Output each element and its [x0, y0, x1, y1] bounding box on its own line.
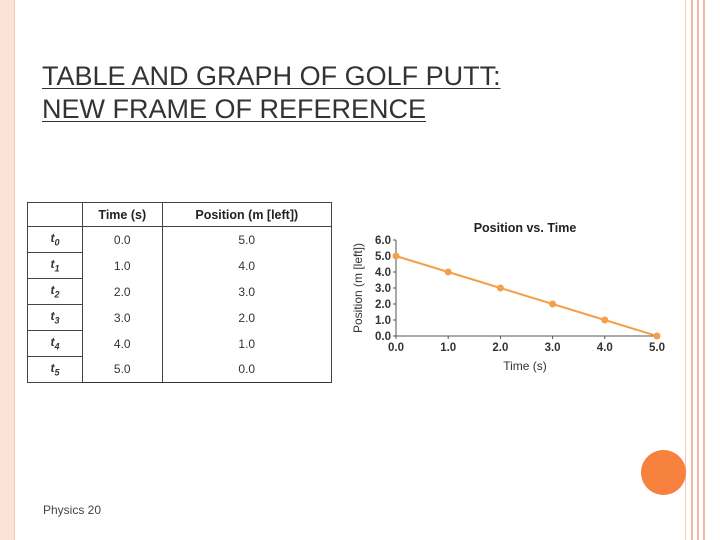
- y-tick-label: 5.0: [375, 251, 391, 263]
- time-cell: 4.0: [83, 331, 163, 357]
- data-point: [393, 253, 400, 260]
- position-time-chart: [340, 210, 680, 380]
- time-label-subscript: 5: [54, 367, 60, 378]
- y-tick-group: [375, 235, 396, 343]
- x-tick-label: 1.0: [440, 342, 457, 354]
- data-point: [654, 333, 661, 340]
- decorative-circle: [641, 450, 686, 495]
- right-decor-stripe: [691, 0, 693, 540]
- time-label-subscript: 4: [54, 341, 60, 352]
- footer-text: Physics 20: [43, 503, 102, 517]
- title-line-2: NEW FRAME OF REFERENCE: [42, 94, 427, 124]
- position-cell: 5.0: [162, 227, 331, 253]
- table-header-time: Time (s): [83, 203, 163, 227]
- time-label-subscript: 3: [54, 315, 60, 326]
- slide-title: [42, 60, 642, 126]
- x-tick-label: 5.0: [649, 342, 665, 354]
- y-axis-label: Position (m [left]): [351, 242, 365, 334]
- table-row: [28, 227, 332, 253]
- position-cell: 4.0: [162, 253, 331, 279]
- time-cell: 3.0: [83, 305, 163, 331]
- y-tick-label: 0.0: [375, 331, 391, 343]
- y-tick-label: 3.0: [375, 283, 391, 295]
- y-tick-label: 2.0: [375, 299, 391, 311]
- time-cell: 0.0: [83, 227, 163, 253]
- chart-title: Position vs. Time: [473, 221, 577, 235]
- time-label: $t_5$: [28, 357, 83, 383]
- series-line: [396, 256, 657, 336]
- right-decor-stripe: [697, 0, 699, 540]
- y-tick-label: 4.0: [375, 267, 391, 279]
- position-cell: 3.0: [162, 279, 331, 305]
- data-point: [601, 317, 608, 324]
- x-tick-group: [388, 336, 665, 354]
- data-point: [549, 301, 556, 308]
- time-label: $t_3$: [28, 305, 83, 331]
- time-label-subscript: 2: [54, 289, 60, 300]
- x-tick-label: 4.0: [596, 342, 613, 354]
- x-tick-label: 3.0: [544, 342, 561, 354]
- table-row: [28, 279, 332, 305]
- table-row: [28, 331, 332, 357]
- y-tick-label: 6.0: [375, 235, 391, 247]
- position-cell: 0.0: [162, 357, 331, 383]
- table-header-label: [28, 203, 83, 227]
- x-tick-label: 0.0: [388, 342, 404, 354]
- time-label: $t_1$: [28, 253, 83, 279]
- title-line-1: TABLE AND GRAPH OF GOLF PUTT:: [42, 61, 501, 91]
- time-cell: 5.0: [83, 357, 163, 383]
- time-label-subscript: 0: [54, 237, 60, 248]
- right-decor-stripe: [703, 0, 705, 540]
- table-header-row: [28, 203, 332, 227]
- time-label: $t_4$: [28, 331, 83, 357]
- table-row: [28, 357, 332, 383]
- time-label: $t_2$: [28, 279, 83, 305]
- table-header-position: Position (m [left]): [162, 203, 331, 227]
- time-cell: 1.0: [83, 253, 163, 279]
- position-cell: 2.0: [162, 305, 331, 331]
- time-cell: 2.0: [83, 279, 163, 305]
- time-label-subscript: 1: [54, 263, 60, 274]
- x-tick-label: 2.0: [492, 342, 509, 354]
- position-cell: 1.0: [162, 331, 331, 357]
- data-point: [445, 269, 452, 276]
- left-decor-band: [0, 0, 14, 540]
- time-label: $t_0$: [28, 227, 83, 253]
- data-point: [497, 285, 504, 292]
- x-axis-label: Time (s): [503, 359, 547, 373]
- table-row: [28, 305, 332, 331]
- table-row: [28, 253, 332, 279]
- position-time-table: [27, 202, 332, 383]
- y-tick-label: 1.0: [375, 315, 391, 327]
